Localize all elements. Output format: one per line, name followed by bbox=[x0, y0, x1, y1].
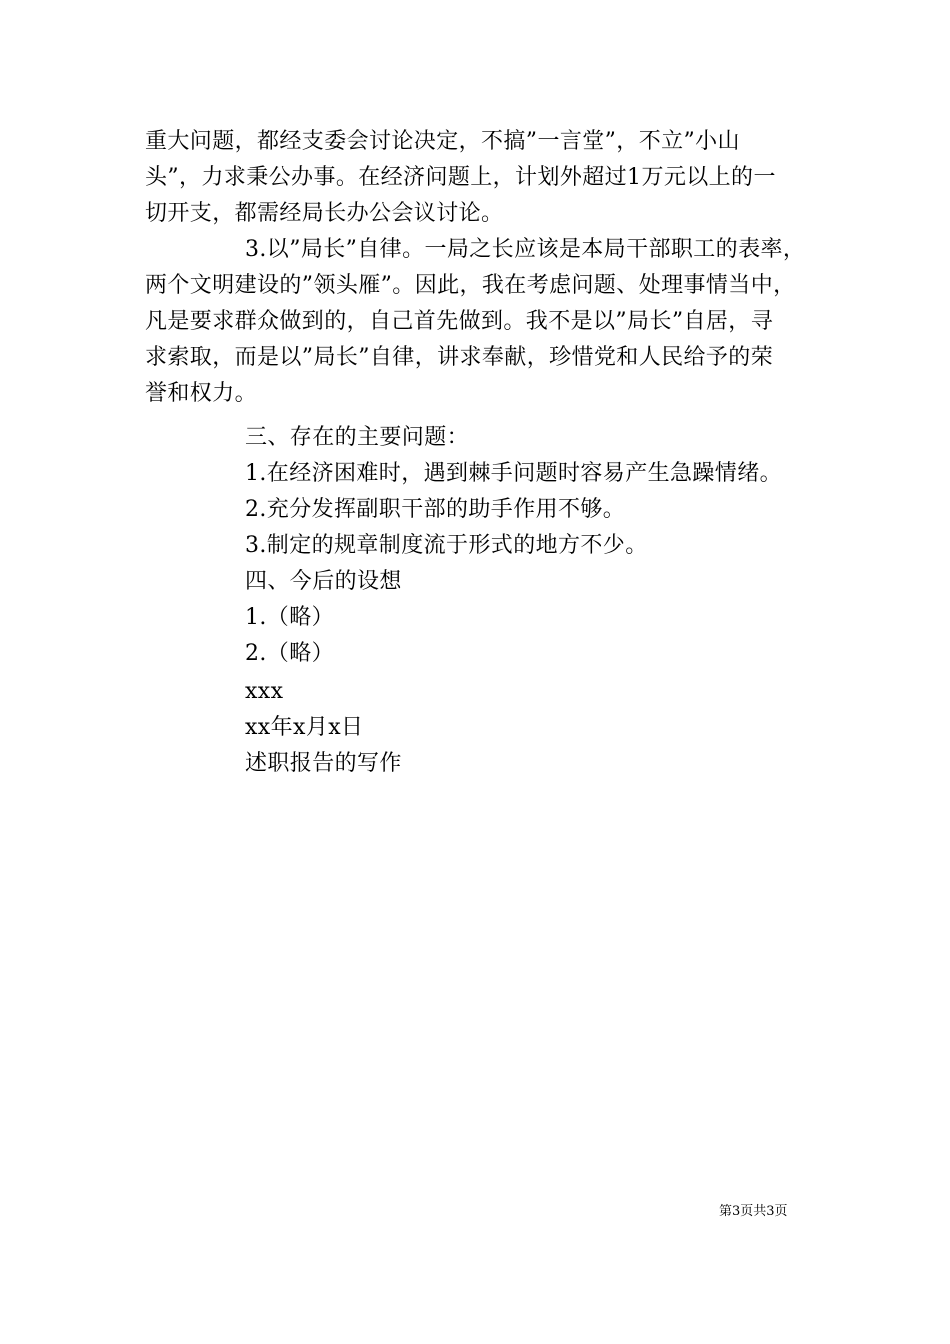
list-item: 1.（略） bbox=[245, 605, 334, 630]
signature-date: xx年x月x日 bbox=[245, 715, 364, 740]
list-item: 3.制定的规章制度流于形式的地方不少。 bbox=[245, 533, 648, 558]
signature-name: xxx bbox=[245, 679, 284, 704]
body-text-line: 头”，力求秉公办事。在经济问题上，计划外超过1万元以上的一 bbox=[145, 165, 776, 190]
list-item: 2.（略） bbox=[245, 641, 334, 666]
body-text-line: 求索取，而是以”局长”自律，讲求奉献，珍惜党和人民给予的荣 bbox=[145, 345, 774, 370]
list-item: 1.在经济困难时，遇到棘手问题时容易产生急躁情绪。 bbox=[245, 461, 782, 486]
body-text-line: 凡是要求群众做到的，自己首先做到。我不是以”局长”自居，寻 bbox=[145, 309, 774, 334]
body-text-line: 两个文明建设的”领头雁”。因此，我在考虑问题、处理事情当中， bbox=[145, 273, 796, 298]
section-heading: 三、存在的主要问题： bbox=[245, 425, 470, 450]
body-text-line: 重大问题，都经支委会讨论决定，不搞”一言堂”，不立”小山 bbox=[145, 129, 740, 154]
list-item: 2.充分发挥副职干部的助手作用不够。 bbox=[245, 497, 626, 522]
body-text-line: 3.以”局长”自律。一局之长应该是本局干部职工的表率， bbox=[245, 237, 806, 262]
page-number-footer: 第3页共3页 bbox=[719, 1204, 788, 1219]
section-heading: 四、今后的设想 bbox=[245, 569, 402, 594]
body-text-line: 切开支，都需经局长办公会议讨论。 bbox=[145, 201, 504, 226]
closing-title: 述职报告的写作 bbox=[245, 751, 402, 776]
body-text-line: 誉和权力。 bbox=[145, 381, 258, 406]
